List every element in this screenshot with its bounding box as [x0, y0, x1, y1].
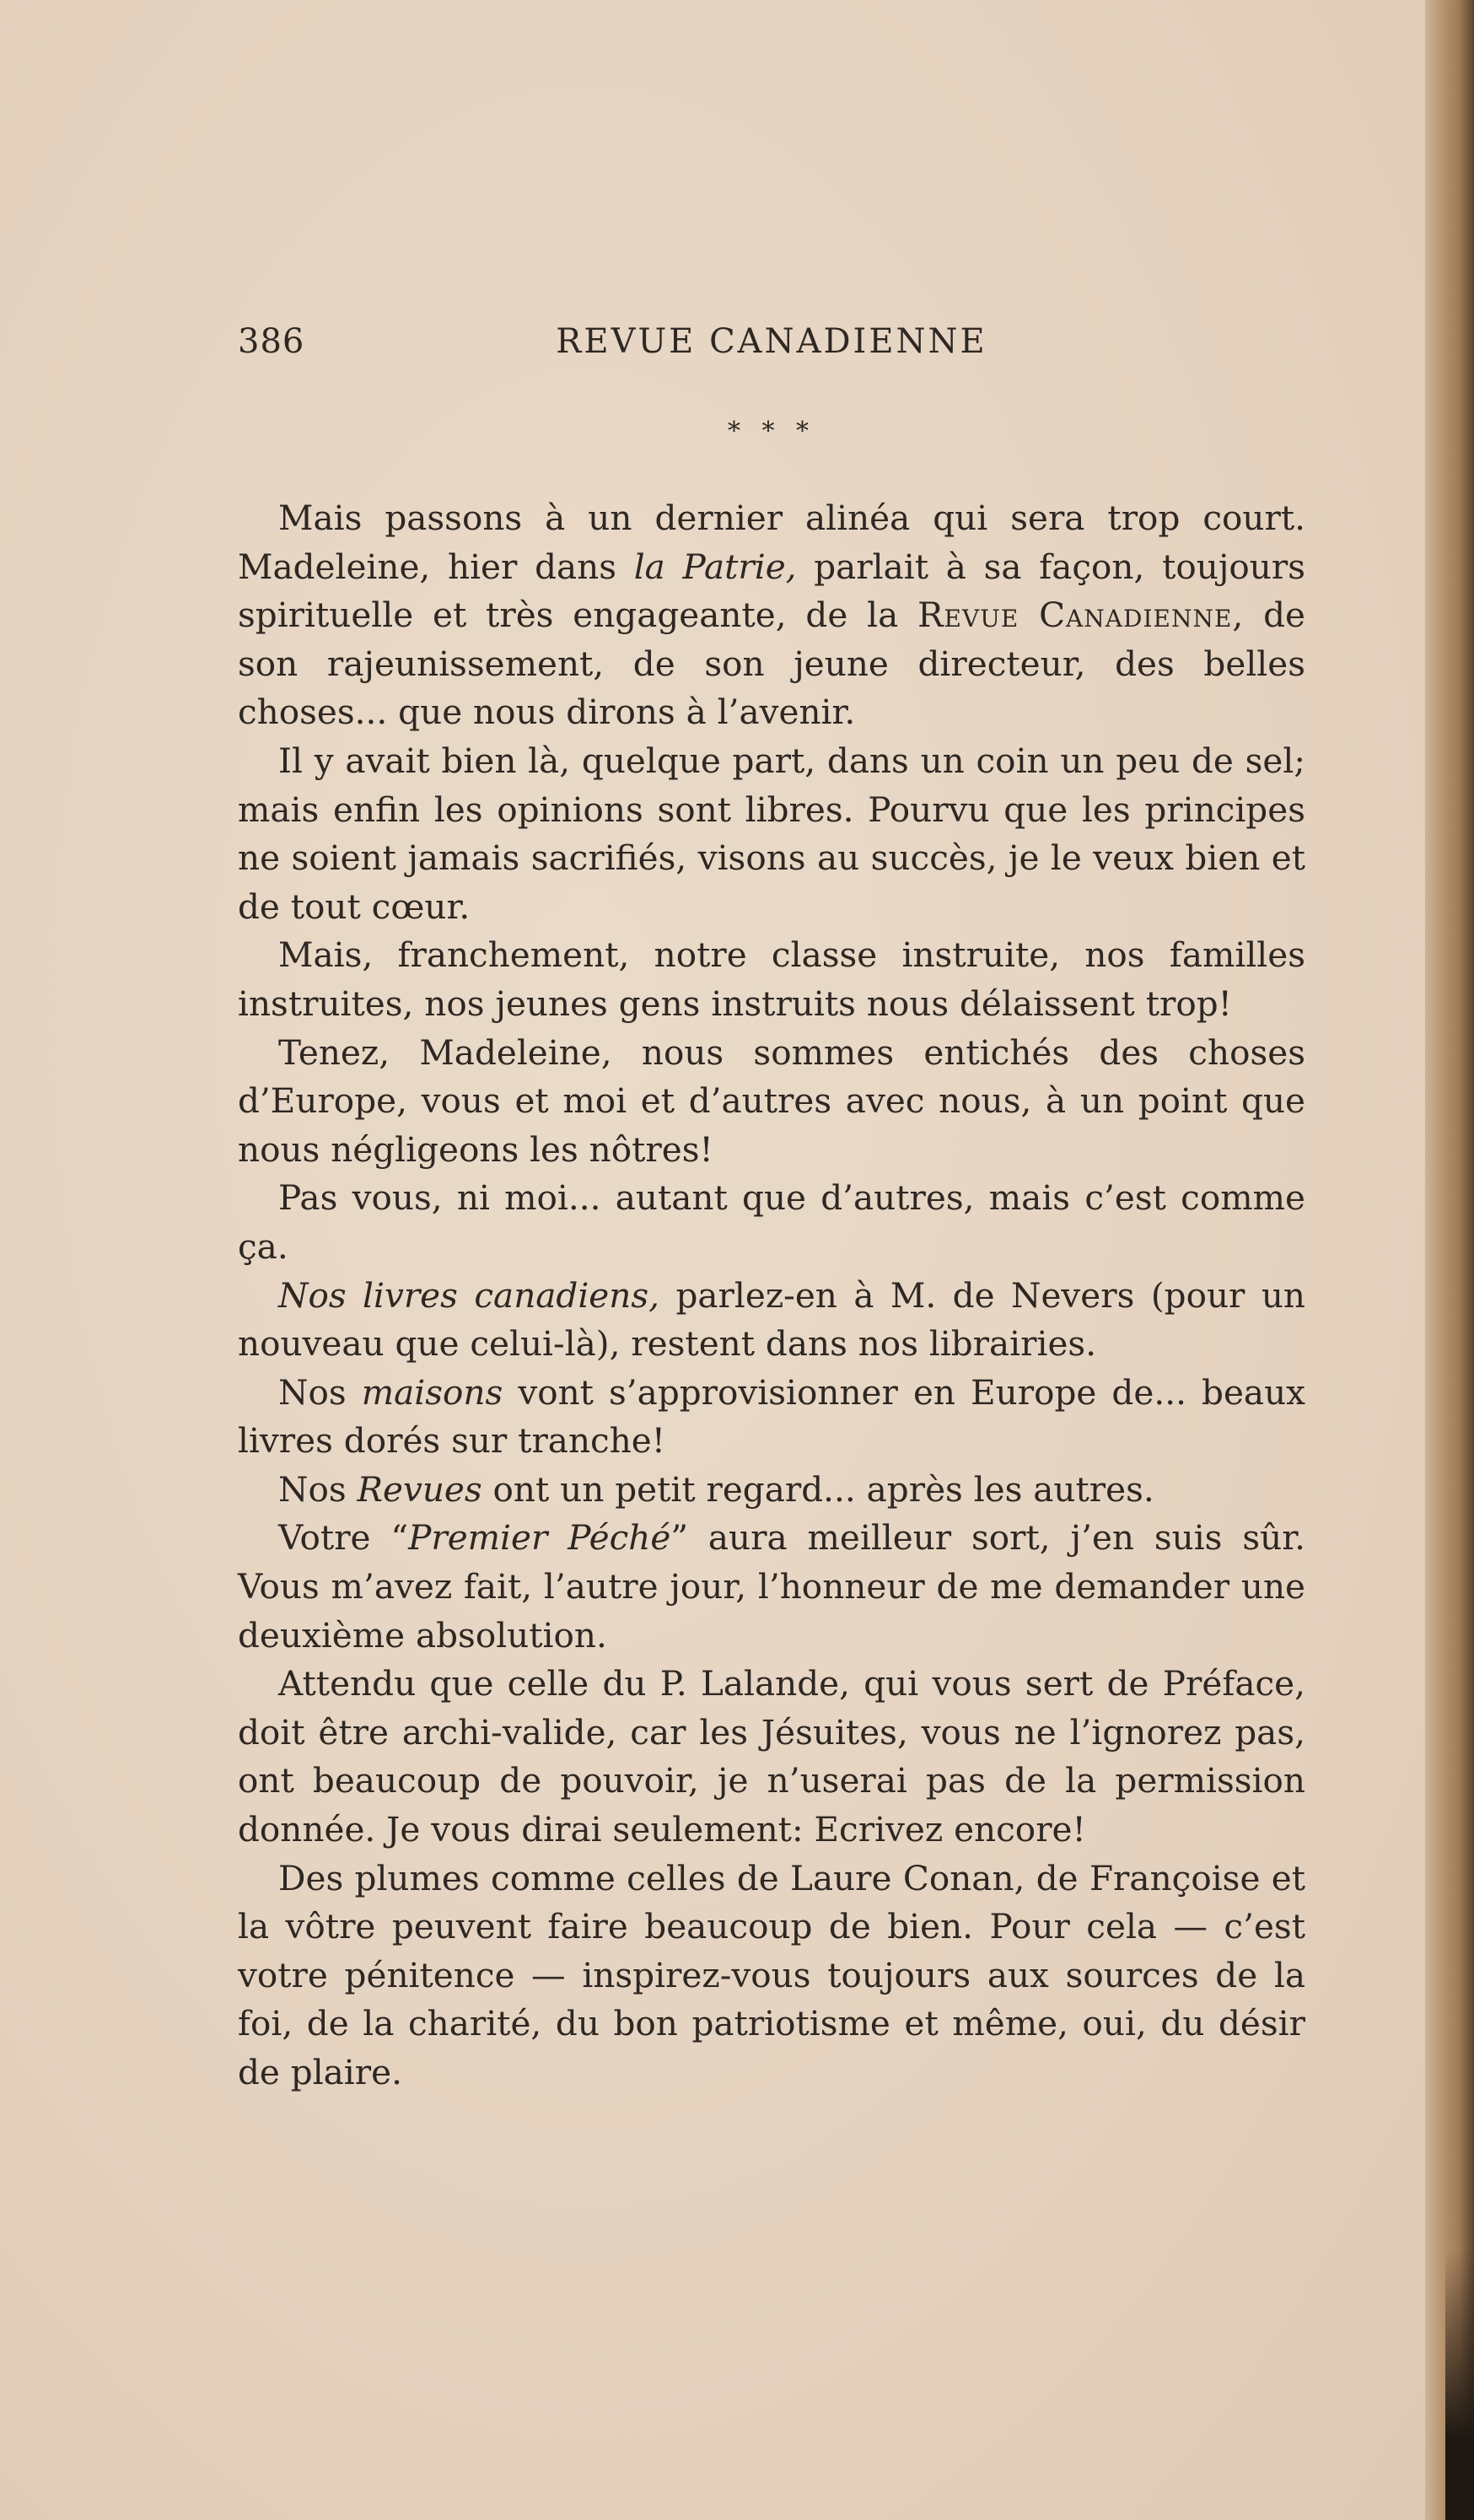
- page-number: 386: [238, 322, 305, 361]
- paragraph: Des plumes comme celles de Laure Conan, de Françoise et la vôtre peuvent faire beaucoup de bien. Pour cela — c’est votre pénitence — inspirez-vous toujours aux sources de la foi, de la charité, du bon patriotisme et même, oui, du désir de plaire.: [238, 1857, 1305, 2092]
- emphasis: Revues: [357, 1468, 482, 1510]
- paragraph: Pas vous, ni moi... autant que d’autres, mais c’est comme ça.: [238, 1177, 1305, 1267]
- paragraph: Attendu que celle du P. Lalande, qui vous sert de Préface, doit être archi-valide, car les Jésuites, vous ne l’ignorez pas, ont beaucoup de pouvoir, je n’userai pas de la permission donnée. Je vous dirai seulement: Ecrivez encore!: [238, 1663, 1305, 1850]
- paragraph: Nos livres canadiens, parlez-en à M. de Nevers (pour un nouveau que celui-là), restent dans nos librairies.: [238, 1274, 1305, 1365]
- paragraph: Nos Revues ont un petit regard... après les autres.: [278, 1468, 1154, 1510]
- running-title: REVUE CANADIENNE: [556, 322, 987, 361]
- paragraph: Mais passons à un dernier alinéa qui sera trop court. Madeleine, hier dans la Patrie, parlait à sa façon, toujours spirituelle et très engageante, de la Revue Canadienne, de son rajeunissement, de son jeune directeur, des belles choses... que nous dirons à l’avenir.: [238, 498, 1305, 733]
- paragraph: Nos maisons vont s’approvisionner en Europe de... beaux livres dorés sur tranche!: [238, 1371, 1305, 1462]
- emphasis: maisons: [361, 1371, 503, 1413]
- paragraph: Tenez, Madeleine, nous sommes entichés des choses d’Europe, vous et moi et d’autres avec nous, à un point que nous négligeons les nôtres!: [238, 1031, 1305, 1170]
- paragraph: Mais, franchement, notre classe instruite, nos familles instruites, nos jeunes gens instruits nous délaissent trop!: [238, 934, 1305, 1024]
- paragraph: Votre “Premier Péché” aura meilleur sort, j’en suis sûr. Vous m’avez fait, l’autre jour, l’honneur de me demander une deuxième absolution.: [238, 1517, 1305, 1656]
- newspaper-title: la Patrie,: [633, 546, 797, 587]
- page-edge: [1425, 0, 1474, 2520]
- running-header: [238, 322, 1305, 373]
- section-separator: * * *: [727, 417, 816, 446]
- paragraph: Il y avait bien là, quelque part, dans un coin un peu de sel; mais enfin les opinions sont libres. Pourvu que les principes ne soient jamais sacrifiés, visons au succès, je le veux bien et de tout cœur.: [238, 740, 1305, 927]
- emphasis: Nos livres canadiens,: [278, 1274, 660, 1316]
- body-text: [238, 494, 1305, 2097]
- journal-title: Revue Canadienne,: [917, 595, 1245, 636]
- book-title: Premier Péché: [408, 1517, 671, 1559]
